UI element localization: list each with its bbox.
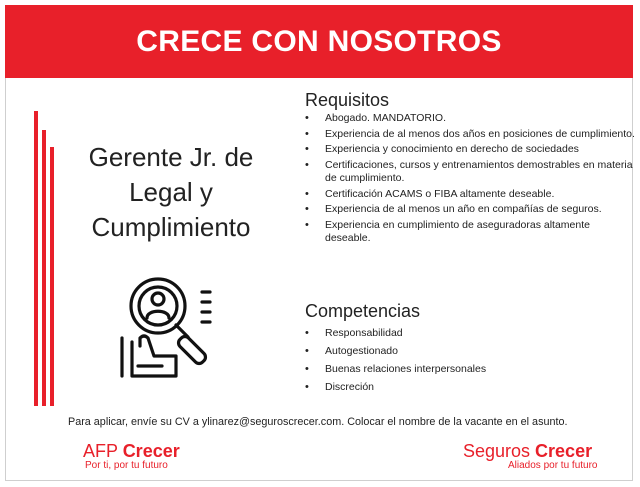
header-banner <box>5 5 633 78</box>
logo-text-bold: Crecer <box>122 441 180 461</box>
competencias-heading: Competencias <box>305 301 421 321</box>
list-item: • Responsabilidad <box>305 325 635 341</box>
job-title: Gerente Jr. de Legal y Cumplimiento <box>88 142 254 242</box>
competencias-list <box>305 325 635 397</box>
list-item: • Experiencia de al menos dos años en posiciones de cumplimiento. <box>305 128 635 142</box>
decorative-red-bar <box>42 130 46 406</box>
requisitos-heading: Requisitos <box>305 90 390 110</box>
list-item: • Experiencia de al menos un año en compañías de seguros. <box>305 203 635 217</box>
logo-text: Seguros <box>463 441 536 461</box>
list-item: • Buenas relaciones interpersonales <box>305 361 635 377</box>
seguros-crecer-logo <box>463 441 592 462</box>
apply-instructions: Para aplicar, envíe su CV a ylinarez@seguroscrecer.com. Colocar el nombre de la vacante en el asunto. <box>68 416 568 428</box>
requisitos-list <box>305 112 635 248</box>
decorative-red-bar <box>50 147 54 406</box>
list-item: • Experiencia en cumplimiento de aseguradoras altamente deseable. <box>305 219 635 246</box>
afp-tagline: Por ti, por tu futuro <box>85 460 168 471</box>
list-item: • Experiencia y conocimiento en derecho de sociedades <box>305 143 635 157</box>
banner-title: CRECE CON NOSOTROS <box>136 24 502 58</box>
decorative-red-bar <box>34 111 38 406</box>
afp-crecer-logo <box>83 441 180 462</box>
list-item: • Abogado. MANDATORIO. <box>305 112 635 126</box>
list-item: • Autogestionado <box>305 343 635 359</box>
candidate-search-magnifier-icon <box>118 276 228 386</box>
seguros-tagline: Aliados por tu futuro <box>508 460 598 471</box>
list-item: • Certificación ACAMS o FIBA altamente deseable. <box>305 188 635 202</box>
list-item: • Certificaciones, cursos y entrenamientos demostrables en materia de cumplimiento. <box>305 159 635 186</box>
list-item: • Discreción <box>305 379 635 395</box>
logo-text-bold: Crecer <box>535 441 593 461</box>
logo-text: AFP <box>83 441 123 461</box>
